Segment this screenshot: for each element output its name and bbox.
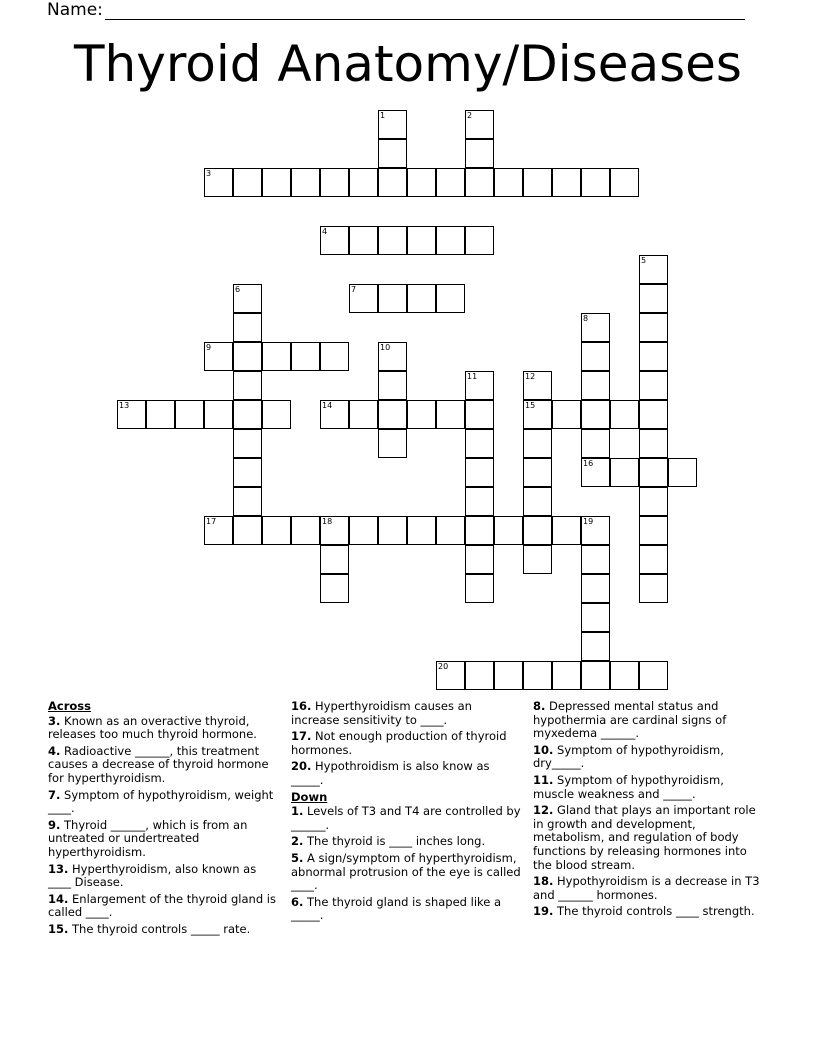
crossword-cell[interactable] [581, 429, 610, 458]
crossword-cell[interactable] [610, 458, 639, 487]
clue-number: 13 [119, 401, 130, 410]
name-label: Name: [47, 0, 103, 20]
crossword-cell[interactable] [291, 342, 320, 371]
crossword-cell[interactable] [581, 574, 610, 603]
crossword-cell[interactable] [639, 371, 668, 400]
crossword-cell[interactable] [523, 429, 552, 458]
crossword-cell[interactable] [175, 400, 204, 429]
crossword-cell[interactable] [639, 574, 668, 603]
crossword-cell[interactable] [233, 342, 262, 371]
clue-down-18: 18. Hypothyroidism is a decrease in T3 and ______ hormones. [533, 874, 760, 902]
crossword-cell[interactable] [639, 255, 668, 284]
crossword-cell[interactable] [320, 516, 349, 545]
crossword-cell[interactable] [465, 110, 494, 139]
clue-down-11: 11. Symptom of hypothyroidism, muscle weakness and _____. [533, 772, 724, 801]
crossword-cell[interactable] [639, 284, 668, 313]
crossword-cell[interactable] [233, 458, 262, 487]
clue-across-15: 15. The thyroid controls _____ rate. [48, 921, 251, 936]
crossword-cell[interactable] [581, 632, 610, 661]
clue-number: 6 [235, 285, 241, 294]
crossword-cell[interactable] [407, 400, 436, 429]
crossword-cell[interactable] [233, 400, 262, 429]
clue-number: 4 [322, 227, 328, 236]
crossword-cell[interactable] [668, 458, 697, 487]
crossword-cell[interactable] [233, 429, 262, 458]
crossword-cell[interactable] [436, 284, 465, 313]
crossword-cell[interactable] [378, 371, 407, 400]
crossword-cell[interactable] [233, 313, 262, 342]
clue-down-2: 2. The thyroid is ____ inches long. [291, 834, 486, 849]
clue-number: 17 [206, 517, 217, 526]
crossword-cell[interactable] [552, 516, 581, 545]
clue-number: 20 [438, 662, 449, 671]
clue-down-8: 8. Depressed mental status and hypothermia are cardinal signs of myxedema ______. [533, 699, 727, 741]
clue-across-4: 4. Radioactive ______, this treatment causes a decrease of thyroid hormone for hyperthyroidism. [48, 743, 269, 785]
clue-number: 2 [467, 111, 473, 120]
clues-column-1 [48, 700, 280, 940]
crossword-cell[interactable] [262, 516, 291, 545]
clue-across-20: 20. Hypothroidism is also know as _____. [291, 759, 490, 787]
crossword-cell[interactable] [378, 342, 407, 371]
crossword-cell[interactable] [436, 516, 465, 545]
crossword-cell[interactable] [581, 342, 610, 371]
crossword-cell[interactable] [262, 168, 291, 197]
crossword-cell[interactable] [233, 284, 262, 313]
clue-number: 11 [467, 372, 478, 381]
crossword-cell[interactable] [407, 516, 436, 545]
crossword-cell[interactable] [320, 545, 349, 574]
crossword-cell[interactable] [378, 400, 407, 429]
clue-down-1: 1. Levels of T3 and T4 are controlled by ______. [291, 804, 521, 832]
clue-number: 3 [206, 169, 212, 178]
crossword-cell[interactable] [117, 400, 146, 429]
crossword-cell[interactable] [204, 400, 233, 429]
crossword-cell[interactable] [465, 458, 494, 487]
crossword-cell[interactable] [581, 661, 610, 690]
crossword-cell[interactable] [639, 661, 668, 690]
crossword-cell[interactable] [320, 342, 349, 371]
crossword-cell[interactable] [378, 429, 407, 458]
clue-number: 1 [380, 111, 386, 120]
crossword-cell[interactable] [436, 661, 465, 690]
clue-across-7: 7. Symptom of hypothyroidism, weight ____. [48, 787, 274, 816]
crossword-cell[interactable] [378, 284, 407, 313]
crossword-cell[interactable] [378, 168, 407, 197]
crossword-cell[interactable] [378, 139, 407, 168]
crossword-cell[interactable] [639, 545, 668, 574]
crossword-cell[interactable] [639, 429, 668, 458]
crossword-cell[interactable] [523, 168, 552, 197]
crossword-cell[interactable] [581, 458, 610, 487]
clue-down-12: 12. Gland that plays an important role in growth and development, metabolism, and regulation of body functions by releasing hormones into the blood stream. [533, 803, 756, 872]
clue-across-14: 14. Enlargement of the thyroid gland is called ____. [48, 891, 276, 920]
crossword-cell[interactable] [204, 168, 233, 197]
clue-across-17: 17. Not enough production of thyroid hormones. [291, 729, 507, 757]
clue-across-13: 13. Hyperthyroidism, also known as ____ Disease. [48, 861, 257, 890]
crossword-cell[interactable] [465, 574, 494, 603]
clue-across-16: 16. Hyperthyroidism causes an increase sensitivity to ____. [291, 699, 472, 727]
crossword-cell[interactable] [494, 516, 523, 545]
crossword-cell[interactable] [639, 342, 668, 371]
crossword-cell[interactable] [523, 371, 552, 400]
crossword-cell[interactable] [262, 342, 291, 371]
crossword-cell[interactable] [523, 516, 552, 545]
crossword-cell[interactable] [494, 168, 523, 197]
crossword-cell[interactable] [465, 429, 494, 458]
crossword-cell[interactable] [291, 168, 320, 197]
clue-number: 12 [525, 372, 536, 381]
crossword-cell[interactable] [233, 516, 262, 545]
crossword-cell[interactable] [204, 342, 233, 371]
crossword-cell[interactable] [639, 516, 668, 545]
crossword-cell[interactable] [552, 168, 581, 197]
clue-number: 8 [583, 314, 589, 323]
crossword-cell[interactable] [349, 516, 378, 545]
crossword-cell[interactable] [465, 139, 494, 168]
page-title: Thyroid Anatomy/Diseases [74, 35, 742, 93]
crossword-cell[interactable] [349, 284, 378, 313]
crossword-cell[interactable] [378, 226, 407, 255]
clue-number: 18 [322, 517, 333, 526]
crossword-cell[interactable] [552, 661, 581, 690]
crossword-cell[interactable] [436, 168, 465, 197]
crossword-cell[interactable] [494, 661, 523, 690]
crossword-cell[interactable] [378, 110, 407, 139]
clue-number: 9 [206, 343, 212, 352]
crossword-cell[interactable] [204, 516, 233, 545]
crossword-cell[interactable] [233, 371, 262, 400]
crossword-cell[interactable] [436, 226, 465, 255]
crossword-cell[interactable] [320, 574, 349, 603]
crossword-cell[interactable] [639, 458, 668, 487]
across-header: Across [48, 699, 91, 713]
crossword-cell[interactable] [262, 400, 291, 429]
crossword-cell[interactable] [233, 487, 262, 516]
crossword-cell[interactable] [581, 400, 610, 429]
crossword-cell[interactable] [639, 400, 668, 429]
crossword-cell[interactable] [581, 603, 610, 632]
crossword-cell[interactable] [465, 371, 494, 400]
clue-number: 14 [322, 401, 333, 410]
clue-number: 16 [583, 459, 594, 468]
crossword-cell[interactable] [407, 284, 436, 313]
clue-number: 15 [525, 401, 536, 410]
crossword-cell[interactable] [465, 516, 494, 545]
crossword-cell[interactable] [610, 661, 639, 690]
crossword-cell[interactable] [639, 487, 668, 516]
clue-down-19: 19. The thyroid controls ____ strength. [533, 904, 755, 919]
clue-across-9: 9. Thyroid ______, which is from an untreated or undertreated hyperthyroidism. [48, 817, 248, 859]
crossword-cell[interactable] [581, 168, 610, 197]
crossword-cell[interactable] [378, 516, 407, 545]
crossword-cell[interactable] [523, 400, 552, 429]
clue-down-10: 10. Symptom of hypothyroidism, dry_____. [533, 742, 724, 771]
crossword-cell[interactable] [610, 400, 639, 429]
crossword-cell[interactable] [523, 661, 552, 690]
clue-down-6: 6. The thyroid gland is shaped like a _____. [291, 894, 502, 923]
crossword-cell[interactable] [465, 487, 494, 516]
crossword-cell[interactable] [581, 313, 610, 342]
crossword-cell[interactable] [291, 516, 320, 545]
crossword-cell[interactable] [436, 400, 465, 429]
crossword-cell[interactable] [465, 400, 494, 429]
clue-number: 7 [351, 285, 357, 294]
crossword-cell[interactable] [581, 516, 610, 545]
crossword-cell[interactable] [320, 226, 349, 255]
crossword-cell[interactable] [639, 313, 668, 342]
crossword-cell[interactable] [465, 545, 494, 574]
crossword-cell[interactable] [320, 168, 349, 197]
crossword-cell[interactable] [581, 545, 610, 574]
crossword-cell[interactable] [320, 400, 349, 429]
clue-number: 5 [641, 256, 647, 265]
crossword-cell[interactable] [349, 226, 378, 255]
clue-down-5: 5. A sign/symptom of hyperthyroidism, abnormal protrusion of the eye is called ____. [291, 850, 521, 893]
crossword-cell[interactable] [610, 168, 639, 197]
clue-number: 19 [583, 517, 594, 526]
crossword-cell[interactable] [552, 400, 581, 429]
clue-across-3: 3. Known as an overactive thyroid, releases too much thyroid hormone. [48, 713, 257, 742]
crossword-cell[interactable] [349, 168, 378, 197]
crossword-cell[interactable] [465, 661, 494, 690]
crossword-cell[interactable] [407, 226, 436, 255]
clues-column-3 [533, 700, 765, 922]
clue-number: 10 [380, 343, 391, 352]
clues-column-2 [291, 700, 523, 926]
crossword-cell[interactable] [523, 487, 552, 516]
down-header: Down [291, 789, 328, 804]
crossword-cell[interactable] [581, 371, 610, 400]
crossword-cell[interactable] [407, 168, 436, 197]
crossword-cell[interactable] [465, 226, 494, 255]
crossword-cell[interactable] [465, 168, 494, 197]
crossword-cell[interactable] [523, 458, 552, 487]
crossword-cell[interactable] [233, 168, 262, 197]
crossword-cell[interactable] [349, 400, 378, 429]
crossword-cell[interactable] [523, 545, 552, 574]
crossword-cell[interactable] [146, 400, 175, 429]
